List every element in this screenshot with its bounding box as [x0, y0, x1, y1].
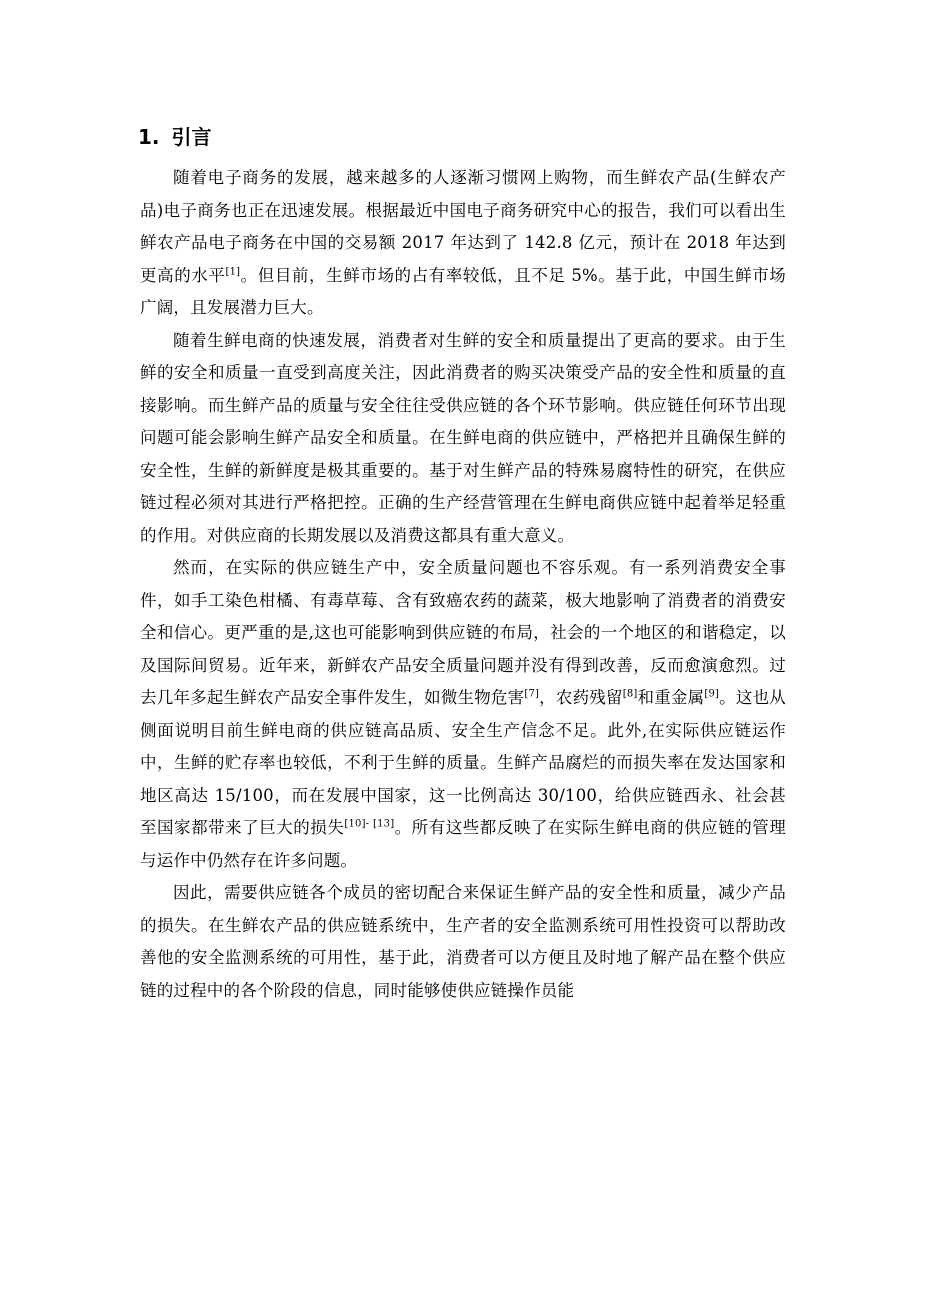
citation: [10]- [13]: [344, 818, 395, 830]
text-run: 因此，需要供应链各个成员的密切配合来保证生鲜产品的安全性和质量，减少产品的损失。在生鲜农产品的供应链系统中，生产者的安全监测系统可用性投资可以帮助改善他的安全监测系统的可用性，基于此，消费者可以方便且及时地了解产品在整个供应链的过程中的各个阶段的信息，同时能够使供应链操作员能: [140, 883, 786, 1000]
text-run: 随着电子商务的发展，越来越多的人逐渐习惯网上购物，而生鲜农产品(生鲜农产品)电子商务也正在迅速发展。根据最近中国电子商务研究中心的报告，我们可以看出生鲜农产品电子商务在中国的交易额 2017 年达到了 142.8 亿元，预计在 2018 年达到更高的水平: [140, 168, 786, 285]
citation: [1]: [225, 266, 241, 277]
text-run: 随着生鲜电商的快速发展，消费者对生鲜的安全和质量提出了更高的要求。由于生鲜的安全和质量一直受到高度关注，因此消费者的购买决策受产品的安全性和质量的直接影响。而生鲜产品的质量与安全往往受供应链的各个环节影响。供应链任何环节出现问题可能会影响生鲜产品安全和质量。在生鲜电商的供应链中，严格把并且确保生鲜的安全性，生鲜的新鲜度是极其重要的。基于对生鲜产品的特殊易腐特性的研究，在供应链过程必须对其进行严格把控。正确的生产经营管理在生鲜电商供应链中起着举足轻重的作用。对供应商的长期发展以及消费这都具有重大意义。: [140, 330, 786, 545]
section-heading: [138, 121, 212, 153]
section-number: 1.: [138, 125, 160, 149]
paragraph-2: [140, 325, 786, 553]
text-run: 。这也从侧面说明目前生鲜电商的供应链高品质、安全生产信念不足。此外,在实际供应链运作中，生鲜的贮存率也较低，不利于生鲜的质量。生鲜产品腐烂的而损失率在发达国家和地区高达 15/100，而在发展中国家，这一比例高达 30/100，给供应链西永、社会甚至国家都带来了巨大的损失: [140, 688, 786, 837]
text-run: 和重金属: [637, 688, 705, 707]
section-title: 引言: [171, 125, 212, 149]
paragraph-4: [140, 877, 786, 1007]
citation: [7]: [524, 688, 540, 700]
citation: [8]: [622, 688, 638, 700]
citation: [9]: [704, 688, 720, 700]
paragraph-1: [140, 162, 786, 325]
text-run: 。但目前，生鲜市场的占有率较低，且不足 5%。基于此，中国生鲜市场广阔，且发展潜力巨大。: [140, 265, 787, 317]
body-text: [140, 162, 786, 1007]
text-run: ，农药残留: [539, 688, 623, 707]
text-run: 然而，在实际的供应链生产中，安全质量问题也不容乐观。有一系列消费安全事件，如手工染色柑橘、有毒草莓、含有致癌农药的蔬菜，极大地影响了消费者的消费安全和信心。更严重的是,这也可能影响到供应链的布局，社会的一个地区的和谐稳定，以及国际间贸易。近年来，新鲜农产品安全质量问题并没有得到改善，反而愈演愈烈。过去几年多起生鲜农产品安全事件发生，如微生物危害: [140, 558, 786, 707]
text-run: 。所有这些都反映了在实际生鲜电商的供应链的管理与运作中仍然存在许多问题。: [140, 818, 786, 870]
paragraph-3: [140, 552, 786, 877]
